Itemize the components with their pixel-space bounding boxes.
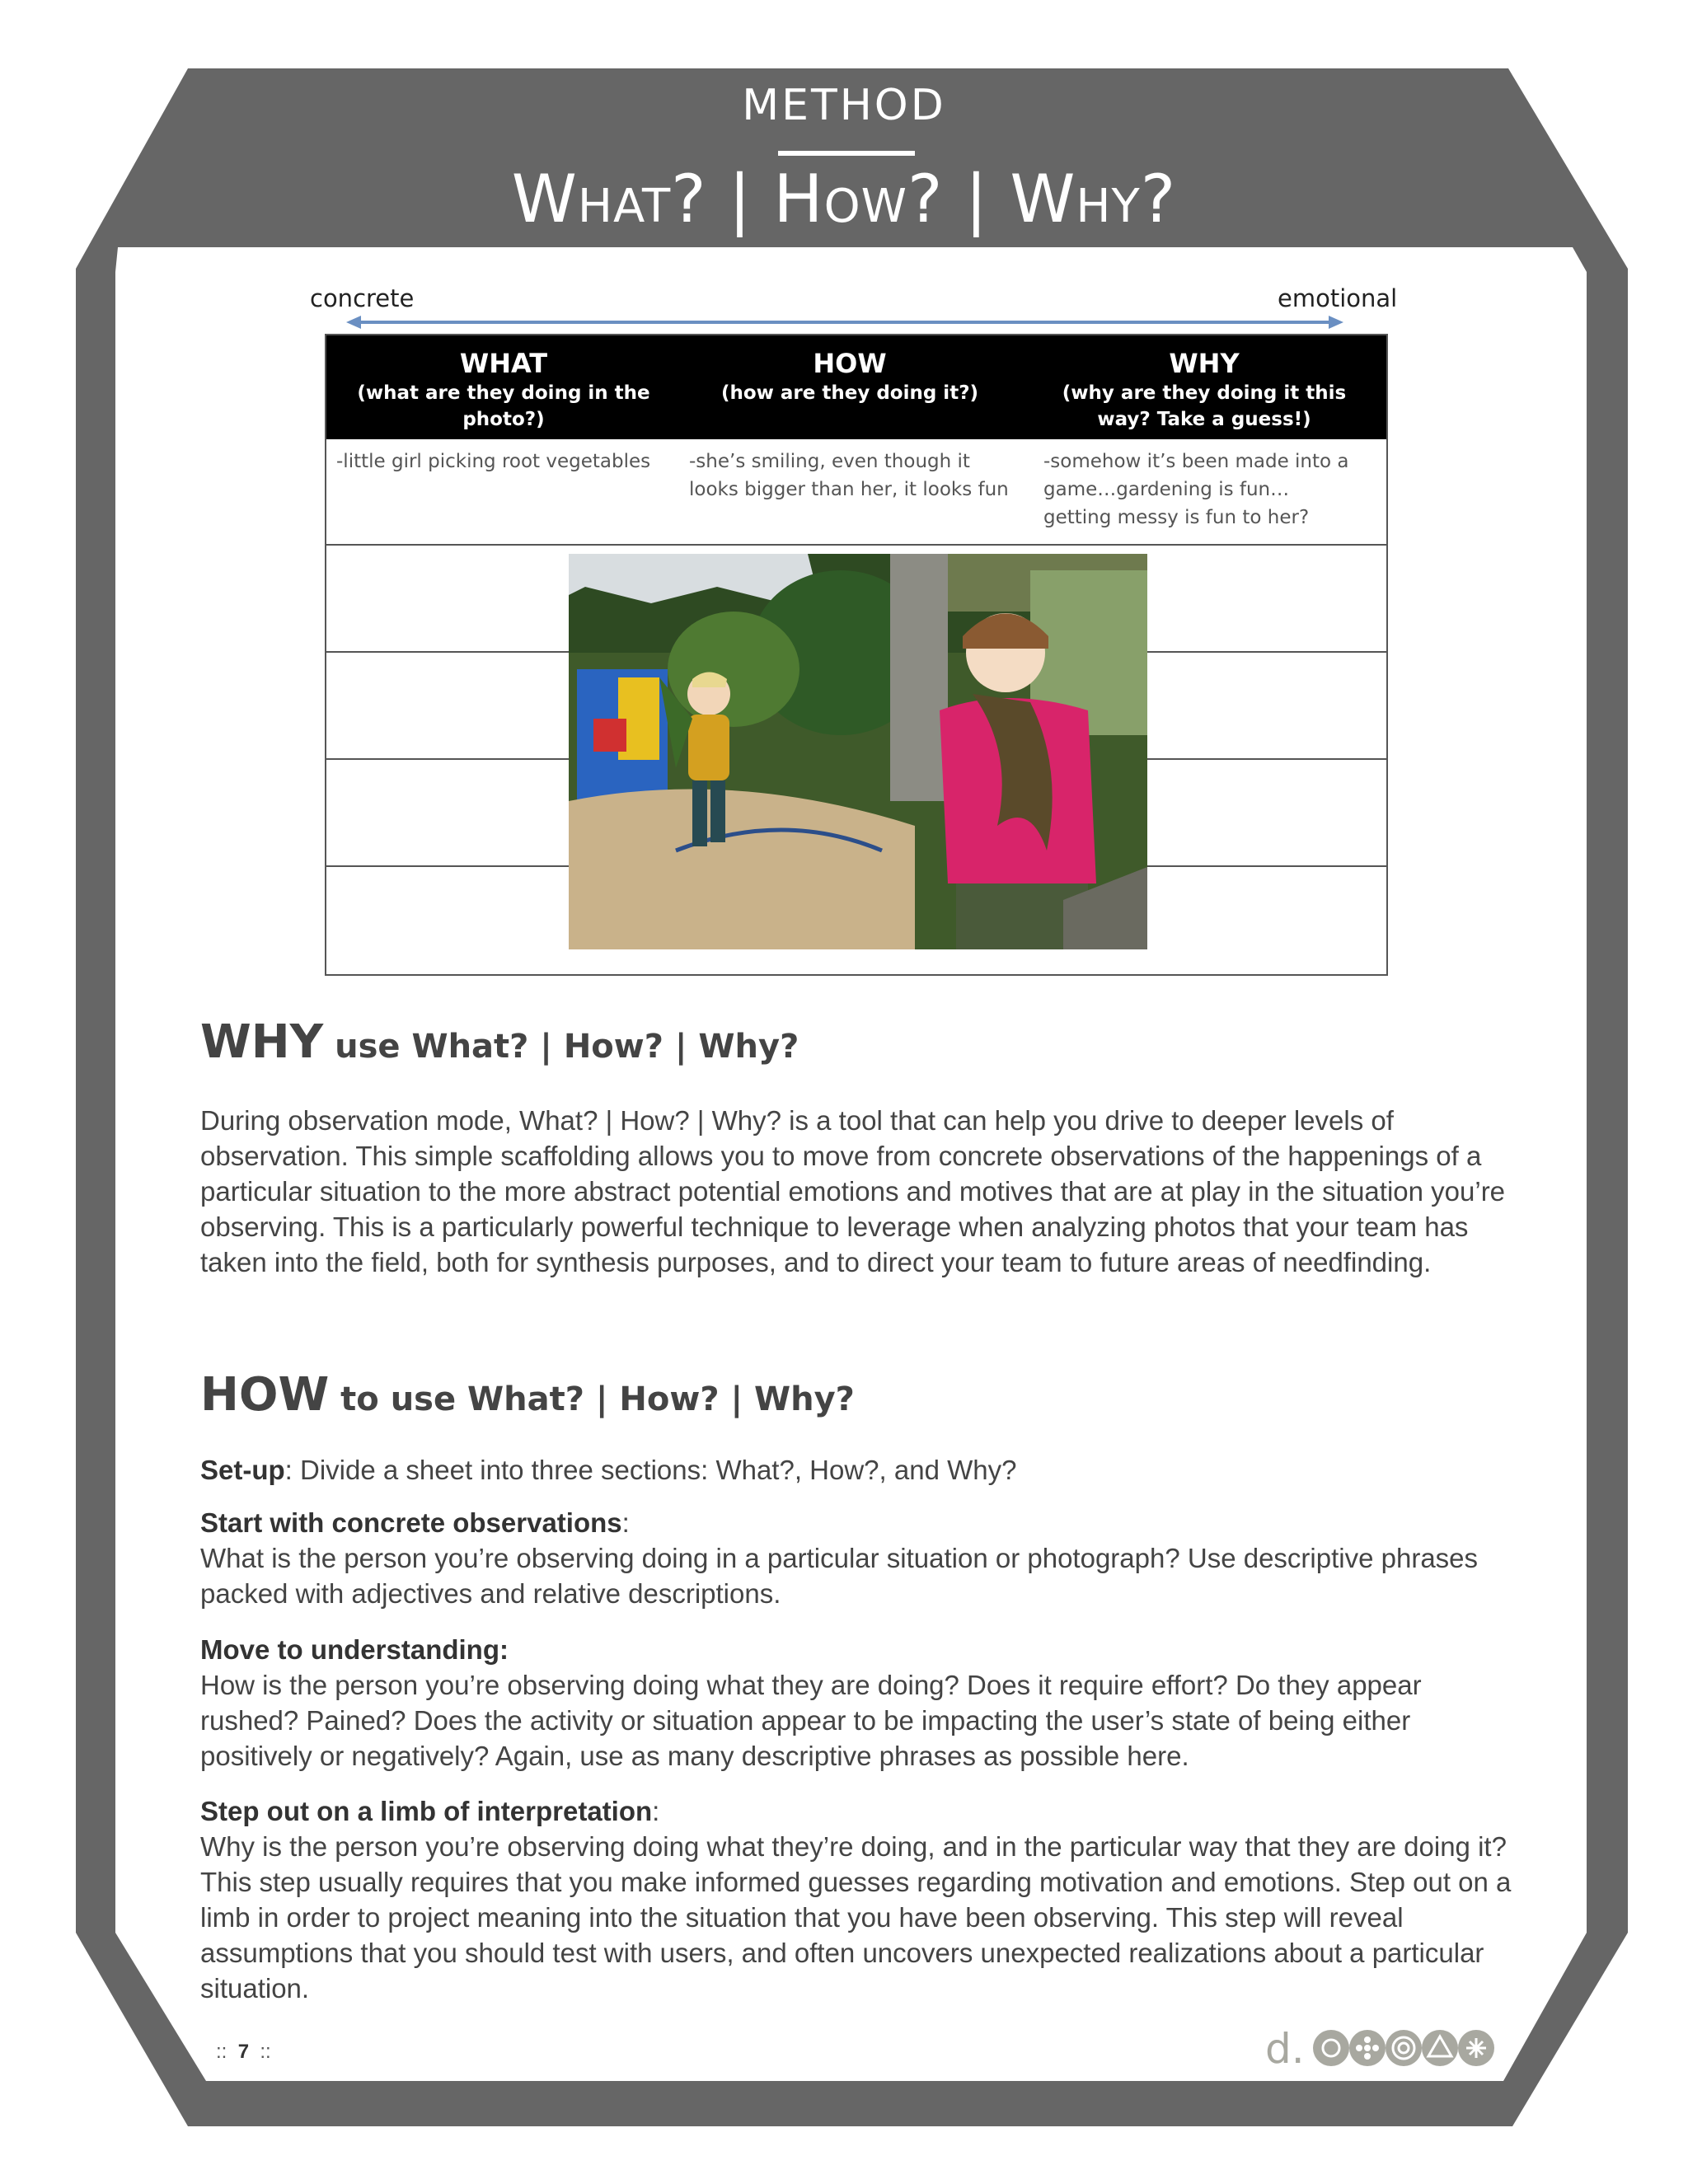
column-header-how: HOW (how are they doing it?) <box>720 348 979 404</box>
table-rule <box>326 544 1386 546</box>
why-body: During observation mode, What? | How? | Why? is a tool that can help you drive to deeper levels of observation. This simple scaffolding allows you to move from concrete observations of the happenings of a particular situation to the more abstract potential emotions and motives that are at play in the situation you’re observing. This is a particularly powerful technique to leverage when analyzing photos that your team has taken into the field, both for synthesis purposes, and to direct your team to future areas of needfinding. <box>200 1105 1506 1277</box>
step-understanding: Move to understanding: How is the person you’re observing doing what they are doing? Does it require effort? Do they appear rushed? Pained? Does the activity or situation appear to be impacting the user’s state of being either positively or negatively? Again, use as many descriptive phrases as possible here. <box>200 1634 1422 1771</box>
title-divider <box>778 151 915 156</box>
example-what: -little girl picking root vegetables <box>336 451 651 472</box>
example-why: -somehow it’s been made into a game…gardening is fun…getting messy is fun to her? <box>1043 451 1349 528</box>
step-interpretation: Step out on a limb of interpretation: Why is the person you’re observing doing what they’re doing, and in the particular way that they are doing it? This step usually requires that you make informed guesses regarding motivation and emotions. Step out on a limb in order to project meaning into the situation that you have been observing. This step will reveal assumptions that you should test with users, and often uncovers unexpected realizations about a particular situation. <box>200 1796 1512 2004</box>
column-header-what: WHAT (what are they doing in the photo?) <box>357 348 650 430</box>
table-header <box>326 335 1386 439</box>
section-label: METHOD <box>742 81 946 130</box>
setup-paragraph: Set-up: Divide a sheet into three sections: What?, How?, and Why? <box>200 1455 1017 1485</box>
column-header-why: WHY (why are they doing it this way? Take a guess!) <box>1062 348 1347 430</box>
logo-text: d. <box>1265 2025 1305 2073</box>
page-title: What? | How? | Why? <box>511 161 1177 237</box>
garden-photo <box>569 554 1147 949</box>
how-heading: HOW to use What? | How? | Why? <box>200 1368 855 1422</box>
dschool-logo <box>1265 2023 1496 2077</box>
axis-label-emotional: emotional <box>1278 284 1398 312</box>
why-heading: WHY use What? | How? | Why? <box>200 1015 799 1069</box>
step-concrete: Start with concrete observations: What is the person you’re observing doing in a particular situation or photograph? Use descriptive phrases packed with adjectives and relative descriptions. <box>200 1507 1479 1609</box>
double-arrow-icon <box>346 313 1343 331</box>
axis-label-concrete: concrete <box>310 284 415 312</box>
example-how: -she’s smiling, even though it looks bigger than her, it looks fun <box>689 451 1009 500</box>
header <box>0 0 1688 247</box>
dschool-logo-mark <box>1265 2023 1496 2073</box>
page-number: :: 7 :: <box>216 2041 271 2063</box>
